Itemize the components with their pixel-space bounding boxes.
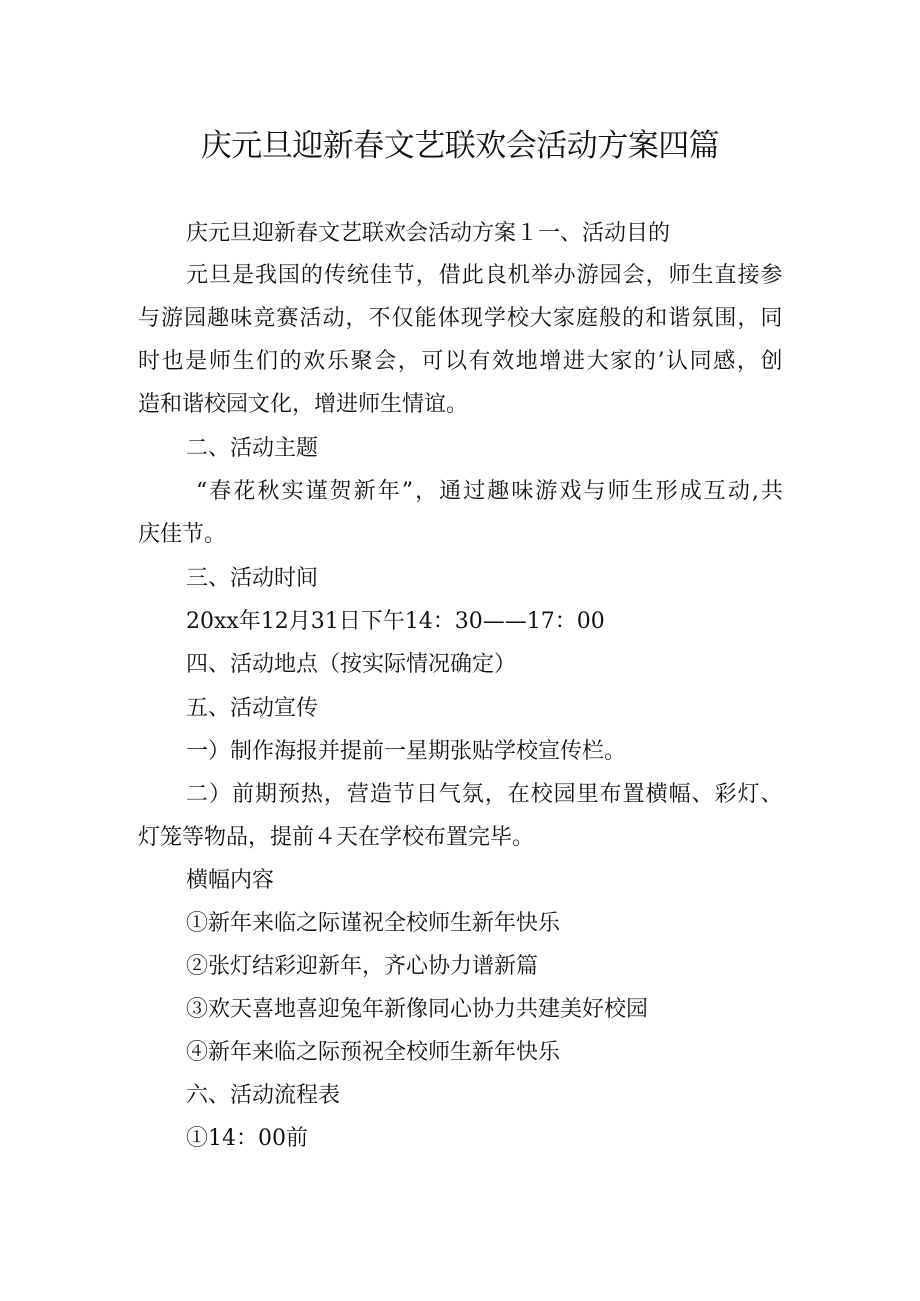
- section-heading: 三、活动时间: [186, 566, 319, 591]
- text-line: 造和谐校园文化，增进师生情谊。: [138, 392, 469, 417]
- list-item: ②张灯结彩迎新年，齐心协力谱新篇: [186, 954, 539, 979]
- text-line: 横幅内容: [186, 868, 275, 893]
- section-heading: 二、活动主题: [186, 436, 319, 461]
- text-line: 二）前期预热，营造节日气氛，在校园里布置横幅、彩灯、: [186, 782, 783, 807]
- text-line: 20xx年12月31日下午14：30——17：00: [186, 609, 605, 634]
- document-title: 庆元旦迎新春文艺联欢会活动方案四篇: [200, 128, 720, 164]
- section-heading: 五、活动宣传: [186, 696, 319, 721]
- text-line: 元旦是我国的传统佳节，借此良机举办游园会，师生直接参: [186, 263, 783, 288]
- section-heading: 六、活动流程表: [186, 1083, 341, 1108]
- text-line: 灯笼等物品，提前４天在学校布置完毕。: [138, 825, 535, 850]
- list-item: ①新年来临之际谨祝全校师生新年快乐: [186, 911, 561, 936]
- text-line: 一）制作海报并提前一星期张贴学校宣传栏。: [186, 739, 627, 764]
- text-line: 庆佳节。: [138, 522, 227, 547]
- text-line: “春花秋实谨贺新年”，通过趣味游戏与师生形成互动,共: [196, 479, 783, 504]
- text-line: 与游园趣味竞赛活动，不仅能体现学校大家庭般的和谐氛围，同: [138, 306, 783, 331]
- list-item: ③欢天喜地喜迎兔年新像同心协力共建美好校园: [186, 997, 649, 1022]
- text-line: 时也是师生们的欢乐聚会，可以有效地增进大家的’认同感，创: [138, 349, 783, 374]
- list-item: ④新年来临之际预祝全校师生新年快乐: [186, 1040, 561, 1065]
- section-heading: 四、活动地点（按实际情况确定）: [186, 652, 517, 677]
- list-item: ①14：00前: [186, 1126, 308, 1151]
- text-line: 庆元旦迎新春文艺联欢会活动方案１一、活动目的: [186, 221, 671, 246]
